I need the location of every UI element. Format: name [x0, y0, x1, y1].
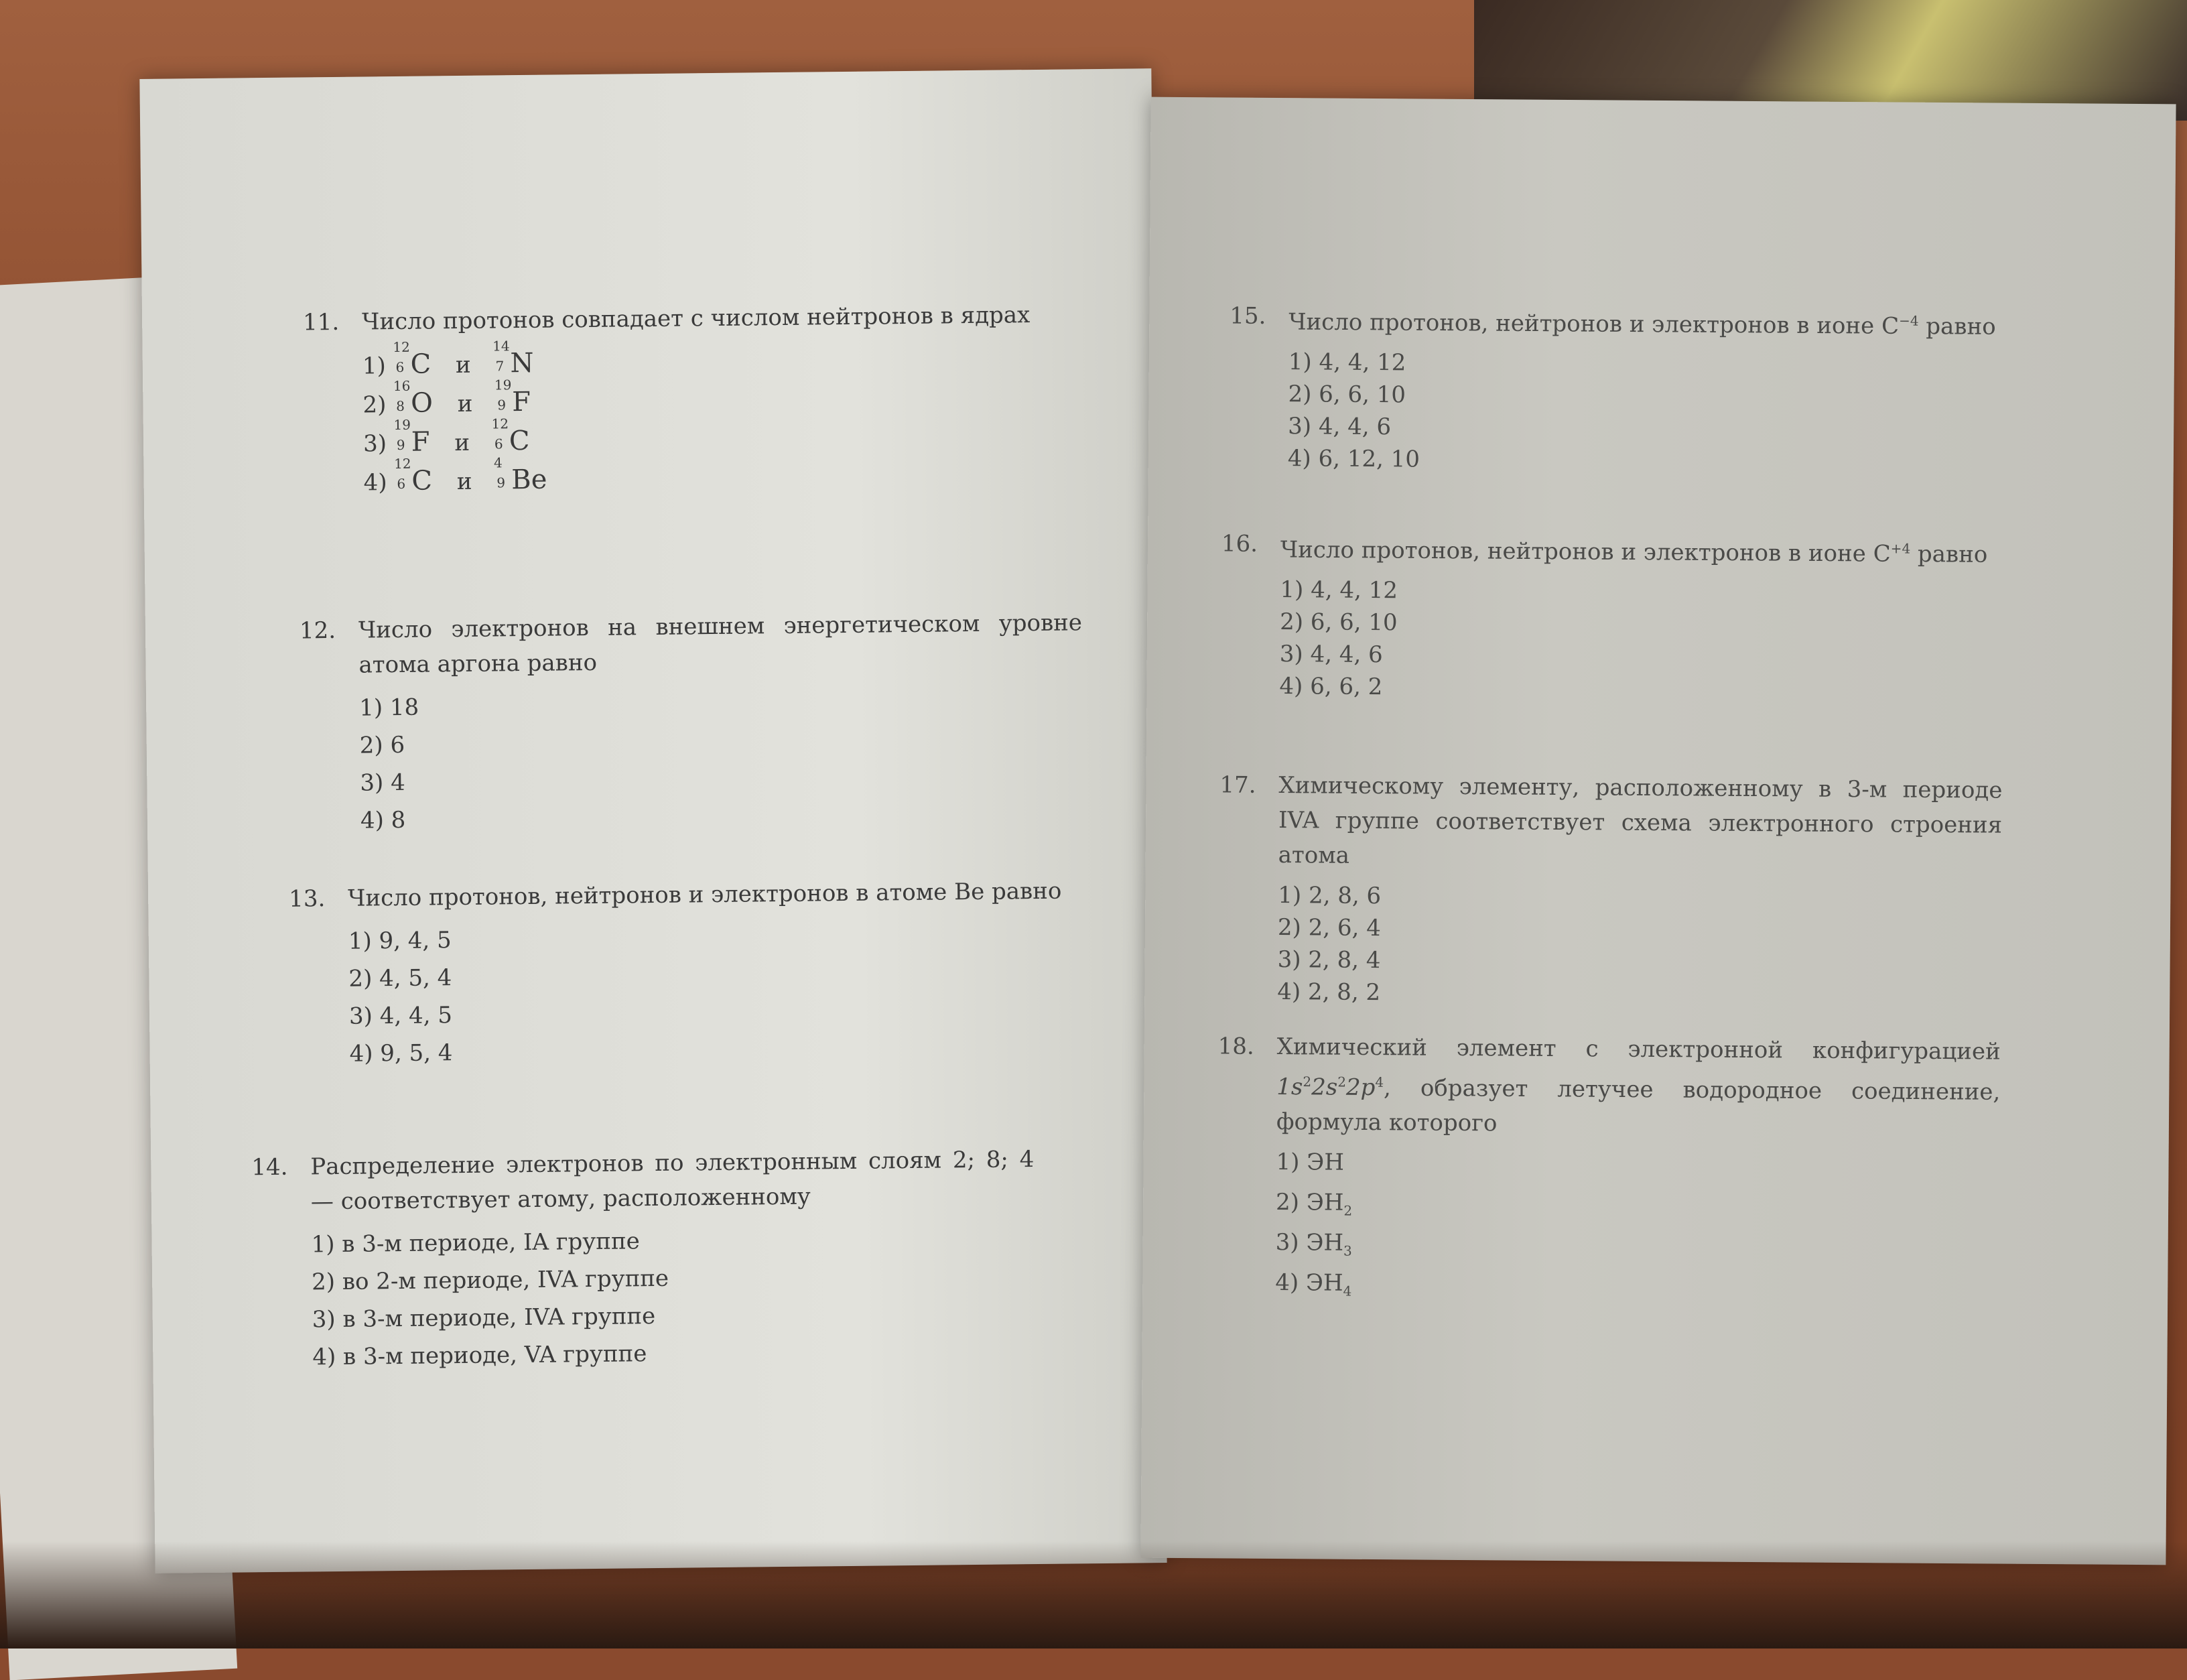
answer-option[interactable]: 4) 6, 12, 10 [1287, 445, 1420, 473]
nuclide: 12 6 C [393, 455, 433, 497]
question-18 [1216, 1029, 2001, 1311]
question-12 [300, 605, 1084, 840]
answer-option[interactable]: 2) $ЭН_2$ [1275, 1189, 1353, 1219]
question-text: Число протонов совпадает с числом нейтронов в ядрах [361, 302, 1031, 336]
question-15 [1229, 299, 2013, 480]
answer-option[interactable]: 3) в 3-м периоде, IVA группе [312, 1303, 656, 1334]
answer-option[interactable]: 2) 16 8 O и 19 9 F [362, 377, 1087, 424]
right-page [1140, 97, 2176, 1565]
question-number: 17. [1219, 771, 1256, 799]
answer-option[interactable]: 3) 19 9 F и 12 6 C [363, 416, 1087, 462]
answer-option[interactable]: 3) 2, 8, 4 [1277, 946, 1381, 974]
answer-option[interactable]: 4) 9, 5, 4 [349, 1039, 453, 1068]
question-number: 12. [299, 617, 336, 645]
answer-option[interactable]: 4) $ЭН_4$ [1275, 1269, 1352, 1299]
question-14 [251, 1142, 1036, 1376]
nuclide: 19 9 F [494, 377, 531, 418]
question-text: Число электронов на внешнем энергетическом уровне атома аргона равно [358, 609, 1083, 679]
question-11 [303, 297, 1087, 502]
answer-option[interactable]: 3) 4, 4, 6 [1288, 413, 1392, 441]
nuclide: 16 8 O [393, 377, 434, 419]
question-number: 15. [1230, 302, 1266, 330]
answer-option[interactable]: 2) 6 [359, 731, 405, 759]
answer-options [1288, 346, 2012, 480]
answer-options [359, 682, 1084, 839]
question-number: 14. [251, 1153, 288, 1181]
question-13 [289, 873, 1073, 1073]
nuclide: 12 6 C [393, 338, 432, 380]
answer-option[interactable]: 4) в 3-м периоде, VA группе [312, 1340, 647, 1371]
answer-option[interactable]: 1) 18 [359, 694, 419, 722]
question-text: Число протонов, нейтронов и электронов в атоме Be равно [347, 877, 1062, 912]
answer-option[interactable]: 2) во 2-м периоде, IVA группе [311, 1265, 669, 1296]
answer-option[interactable]: 1) 2, 8, 6 [1278, 882, 1382, 910]
answer-option[interactable]: 3) 4, 4, 6 [1279, 641, 1383, 669]
answer-options [1279, 574, 2003, 708]
answer-option[interactable]: 3) 4 [360, 769, 405, 797]
answer-options [1277, 879, 2001, 1013]
question-16 [1220, 526, 2004, 707]
question-number: 16. [1221, 530, 1258, 558]
question-text: Число протонов, нейтронов и электронов в ионе $C^{+4}$ равно [1280, 536, 1988, 568]
question-text: Число протонов, нейтронов и электронов в ионе $C^{-4}$ равно [1288, 308, 1996, 340]
answer-option[interactable]: 2) 4, 5, 4 [348, 964, 452, 992]
shadow [0, 1541, 2187, 1649]
answer-option[interactable]: 1) 12 6 C и 14 7 N [362, 338, 1087, 385]
question-number: 11. [302, 308, 340, 336]
nuclide: 4 9 Be [493, 454, 547, 496]
answer-option[interactable]: 4) 8 [360, 806, 406, 834]
answer-option[interactable]: 4) 12 6 C и 4 9 Be [363, 455, 1087, 501]
answer-option[interactable]: 1) в 3-м периоде, IA группе [311, 1228, 640, 1258]
question-number: 13. [288, 885, 326, 913]
answer-options [311, 1218, 1036, 1376]
answer-option[interactable]: 1) 9, 4, 5 [348, 927, 452, 955]
answer-options [1275, 1146, 2000, 1311]
question-text: Химическому элементу, расположенному в 3-м периоде IVA группе соответствует схема электронного строения атома [1278, 772, 2003, 869]
question-text: Химический элемент с электронной конфигурацией $1s^22s^22p^4$, образует летучее водородное соединение, формула которого [1276, 1033, 2001, 1137]
answer-option[interactable]: 4) 6, 6, 2 [1279, 673, 1383, 701]
nuclide: 12 6 C [491, 415, 530, 457]
question-text: Распределение электронов по электронным слоям 2; 8; 4 — соответствует атому, расположенному [310, 1146, 1035, 1216]
left-page [139, 68, 1167, 1573]
electron-configuration: $1s^22s^22p^4$ [1276, 1074, 1384, 1102]
answer-option[interactable]: 1) ЭН [1276, 1149, 1345, 1177]
answer-option[interactable]: 2) 2, 6, 4 [1277, 914, 1381, 942]
answer-option[interactable]: 4) 2, 8, 2 [1277, 978, 1381, 1007]
answer-options [362, 338, 1087, 501]
nuclide: 14 7 N [492, 338, 534, 379]
answer-option[interactable]: 1) 4, 4, 12 [1288, 348, 1406, 377]
answer-option[interactable]: 1) 4, 4, 12 [1280, 576, 1398, 604]
answer-option[interactable]: 3) 4, 4, 5 [348, 1002, 453, 1030]
answer-option[interactable]: 3) $ЭН_3$ [1275, 1228, 1352, 1259]
question-17 [1218, 767, 2002, 1013]
answer-option[interactable]: 2) 6, 6, 10 [1288, 381, 1406, 409]
nuclide: 19 9 F [393, 416, 430, 458]
answer-options [348, 915, 1073, 1072]
question-number: 18. [1217, 1033, 1254, 1060]
answer-option[interactable]: 2) 6, 6, 10 [1280, 608, 1398, 637]
